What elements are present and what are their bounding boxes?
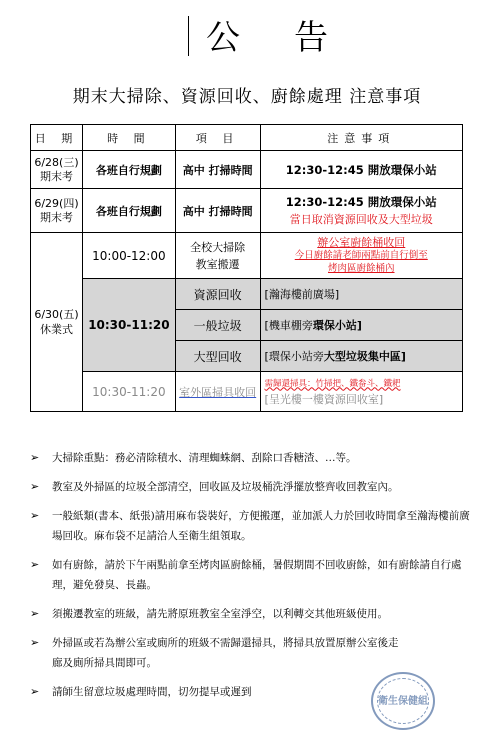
table-row: [31, 372, 463, 412]
item-cell-sub: 教室搬遷: [195, 257, 240, 271]
list-item: ➢ 一般紙類(書本、紙張)請用麻布袋裝好，方便搬運，並加派人力於回收時間拿至瀚海樓前廣場回收。麻布袋不足請洽人至衛生組領取。: [30, 506, 470, 546]
arrow-bullet-icon: ➢: [30, 509, 40, 522]
date-cell-sub: 休業式: [39, 323, 73, 336]
note-cell: [瀚海樓前廣場]: [260, 279, 462, 310]
table-row: [31, 189, 463, 233]
list-item: ➢ 須搬遷教室的班級，請先將原班教室全室淨空，以利轉交其他班級使用。: [30, 604, 470, 624]
table-row: [31, 233, 463, 279]
item-cell: 一般垃圾: [175, 310, 260, 341]
health-office-stamp: [371, 672, 435, 730]
item-cell: 高中 打掃時間: [175, 189, 260, 233]
schedule-table: [30, 124, 463, 412]
note-cell-red: 今日廚餘請老師兩點前自行倒至: [294, 250, 428, 261]
table-row: [31, 151, 463, 189]
date-cell: 6/28(三): [34, 155, 79, 169]
list-item: ➢ 大掃除重點：務必清除積水、清理蜘蛛網、刮除口香糖渣、…等。: [30, 448, 470, 468]
note-cell: [呈光樓一樓資源回收室]: [264, 392, 384, 406]
date-cell: 6/29(四): [34, 196, 79, 210]
header-notes: 注意事項: [260, 125, 462, 151]
date-cell: 6/30(五): [34, 308, 79, 321]
item-cell: 高中 打掃時間: [175, 151, 260, 189]
arrow-bullet-icon: ➢: [30, 451, 40, 464]
arrow-bullet-icon: ➢: [30, 480, 40, 493]
note-cell: [機車棚旁: [264, 319, 313, 332]
table-row: [31, 279, 463, 310]
note-cell: 12:30-12:45 開放環保小站: [260, 151, 462, 189]
note-cell-bold: 環保小站]: [312, 319, 362, 332]
list-item: ➢ 如有廚餘，請於下午兩點前拿至烤肉區廚餘桶，暑假期間不回收廚餘，如有廚餘請自行處理，避免發臭、長蟲。: [30, 555, 470, 595]
time-cell: 10:30-11:20: [82, 279, 175, 372]
time-cell: 各班自行規劃: [82, 189, 175, 233]
header-item: 項 目: [175, 125, 260, 151]
page-title: 公 告: [206, 18, 338, 58]
time-cell: 10:00-12:00: [82, 233, 175, 279]
note-cell-red: 烤肉區廚餘桶內: [328, 263, 395, 274]
note-cell-red: 當日取消資源回收及大型垃圾: [289, 212, 433, 226]
item-cell: 室外區掃具收回: [175, 372, 260, 412]
arrow-bullet-icon: ➢: [30, 607, 40, 620]
arrow-bullet-icon: ➢: [30, 636, 40, 649]
time-cell: 各班自行規劃: [82, 151, 175, 189]
page-subtitle: 期末大掃除、資源回收、廚餘處理 注意事項: [72, 87, 422, 107]
item-cell: 大型回收: [175, 341, 260, 372]
list-item: ➢ 請師生留意垃圾處理時間，切勿提早或遲到: [30, 682, 470, 702]
header-time: 時 間: [82, 125, 175, 151]
header-date: 日 期: [31, 125, 83, 151]
list-item: ➢ 外掃區或若為辦公室或廁所的班級不需歸還掃具，將掃具放置原辦公室後走廊及廁所掃具間即可。: [30, 633, 470, 673]
note-cell: [環保小站旁: [264, 350, 324, 363]
time-cell: 10:30-11:20: [82, 372, 175, 412]
date-cell-sub: 期末考: [39, 210, 73, 224]
date-cell-sub: 期末考: [39, 169, 73, 183]
note-cell-red: 辦公室廚餘桶收回: [317, 236, 406, 249]
arrow-bullet-icon: ➢: [30, 685, 40, 698]
list-item: ➢ 教室及外掃區的垃圾全部清空，回收區及垃圾桶洗淨擺放整齊收回教室內。: [30, 477, 470, 497]
item-cell: 全校大掃除: [190, 240, 246, 254]
item-cell: 資源回收: [175, 279, 260, 310]
note-cell-bold: 大型垃圾集中區]: [323, 350, 406, 363]
table-header-row: [31, 125, 463, 151]
arrow-bullet-icon: ➢: [30, 558, 40, 571]
stamp-text: 衛生保健組: [378, 696, 428, 707]
note-cell: 12:30-12:45 開放環保小站: [285, 194, 437, 209]
note-cell-red: 需歸還掃具：竹掃把、鐵畚斗、鐵耙: [264, 378, 401, 389]
